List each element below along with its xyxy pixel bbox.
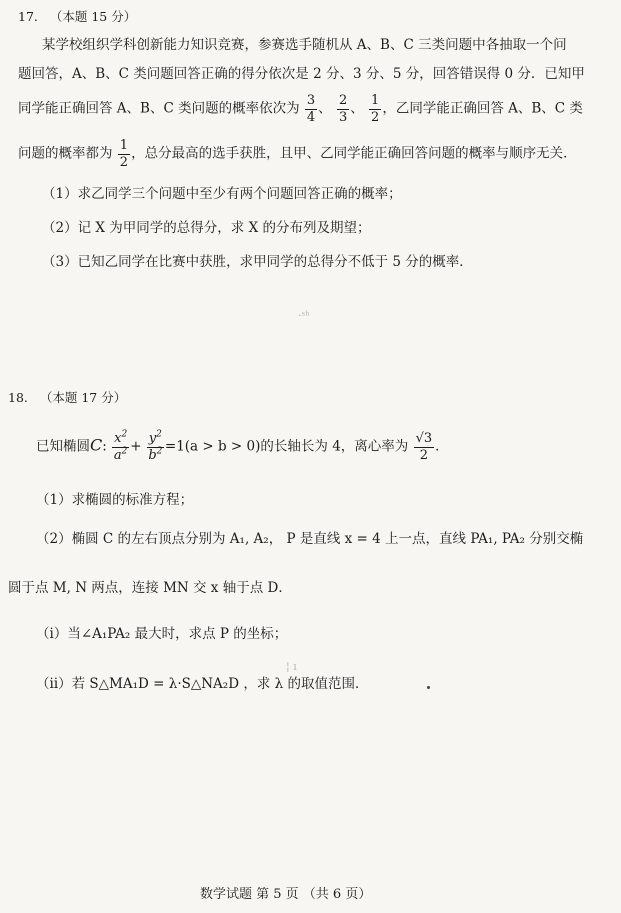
q18-number: 18. xyxy=(8,390,28,405)
sep-1: 、 xyxy=(318,100,332,117)
sep-2: 、 xyxy=(350,100,364,117)
q18-intro-mid: 的长轴长为 4，离心率为 xyxy=(260,438,409,455)
prob-a-fraction xyxy=(305,94,317,124)
q17-line-4-post: ，总分最高的选手获胜，且甲、乙同学能正确回答问题的概率与顺序无关． xyxy=(131,145,577,162)
prob-yi-den: 2 xyxy=(119,154,129,170)
ellipse-condition: =1(a > b > 0) xyxy=(164,438,261,455)
y-squared: $y^2$ xyxy=(148,429,162,446)
prob-c-fraction xyxy=(369,94,381,124)
eccentricity-den: 2 xyxy=(419,447,429,463)
q17-header xyxy=(18,11,136,24)
colon-symbol: : xyxy=(102,438,107,455)
plus-sign: + xyxy=(130,438,142,455)
prob-c-num: 1 xyxy=(371,93,380,108)
eccentricity-num: √3 xyxy=(415,431,433,446)
y-squared-term xyxy=(147,429,164,463)
q18-header xyxy=(8,392,126,405)
q18-intro xyxy=(36,429,449,463)
q17-part-3: （3）已知乙同学在比赛中获胜，求甲同学的总得分不低于 5 分的概率． xyxy=(42,254,473,270)
q18-part-1: （1）求椭圆的标准方程； xyxy=(36,492,194,508)
q18-part-2-line-2: 圆于点 M, N 两点，连接 MN 交 x 轴于点 D． xyxy=(8,580,292,596)
prob-a-num: 3 xyxy=(306,93,316,108)
q17-line-2: 题回答，A、B、C 类问题回答正确的得分依次是 2 分、3 分、5 分，回答错误得 0 分．已知甲 xyxy=(18,66,585,82)
a-squared: $a^2$ xyxy=(113,446,128,463)
prob-b-den: 3 xyxy=(338,109,348,125)
scan-dot xyxy=(427,686,430,689)
prob-a-den: 4 xyxy=(306,109,316,125)
q17-line-3-post: ，乙同学能正确回答 A、B、C 类 xyxy=(382,100,583,117)
q17-line-4 xyxy=(18,139,577,169)
scan-smudge: ·ˢʰ xyxy=(298,309,310,322)
q18-intro-pre: 已知椭圆 xyxy=(36,438,90,455)
q17-line-1: 某学校组织学科创新能力知识竞赛，参赛选手随机从 A、B、C 三类问题中各抽取一个问 xyxy=(42,37,567,53)
prob-b-fraction xyxy=(337,94,349,124)
page-footer: 数学试题 第 5 页 （共 6 页） xyxy=(200,887,372,902)
q18-part-2-line-1: （2）椭圆 C 的左右顶点分别为 A₁, A₂， P 是直线 x = 4 上一点，直线 PA₁, PA₂ 分别交椭 xyxy=(36,531,584,547)
eccentricity-fraction xyxy=(414,432,435,462)
prob-b-num: 2 xyxy=(338,93,348,108)
q17-number: 17. xyxy=(18,9,38,24)
q18-points: （本题 17 分） xyxy=(39,390,127,405)
q18-sub-i: （ⅰ）当∠A₁PA₂ 最大时，求点 P 的坐标； xyxy=(36,626,288,642)
q17-part-2: （2）记 X 为甲同学的总得分，求 X 的分布列及期望； xyxy=(42,220,371,236)
scan-mark: ¦ ı xyxy=(286,660,297,673)
b-squared: $b^2$ xyxy=(148,446,163,463)
prob-yi-fraction xyxy=(118,139,130,169)
x-squared: $x^2$ xyxy=(114,429,128,446)
q17-part-1: （1）求乙同学三个问题中至少有两个问题回答正确的概率； xyxy=(42,186,402,202)
q17-line-3-pre: 同学能正确回答 A、B、C 类问题的概率依次为 xyxy=(18,100,300,117)
prob-yi-num: 1 xyxy=(119,138,129,153)
q17-line-4-pre: 问题的概率都为 xyxy=(18,145,113,162)
x-squared-term xyxy=(112,429,129,463)
q18-intro-end: ． xyxy=(435,438,449,455)
prob-c-den: 2 xyxy=(371,109,380,125)
q17-points: （本题 15 分） xyxy=(49,9,137,24)
q17-line-3 xyxy=(18,94,583,124)
ellipse-name: C xyxy=(90,435,103,455)
q18-sub-ii: （ⅱ）若 S△MA₁D = λ·S△NA₂D ，求 λ 的取值范围． xyxy=(36,676,369,692)
